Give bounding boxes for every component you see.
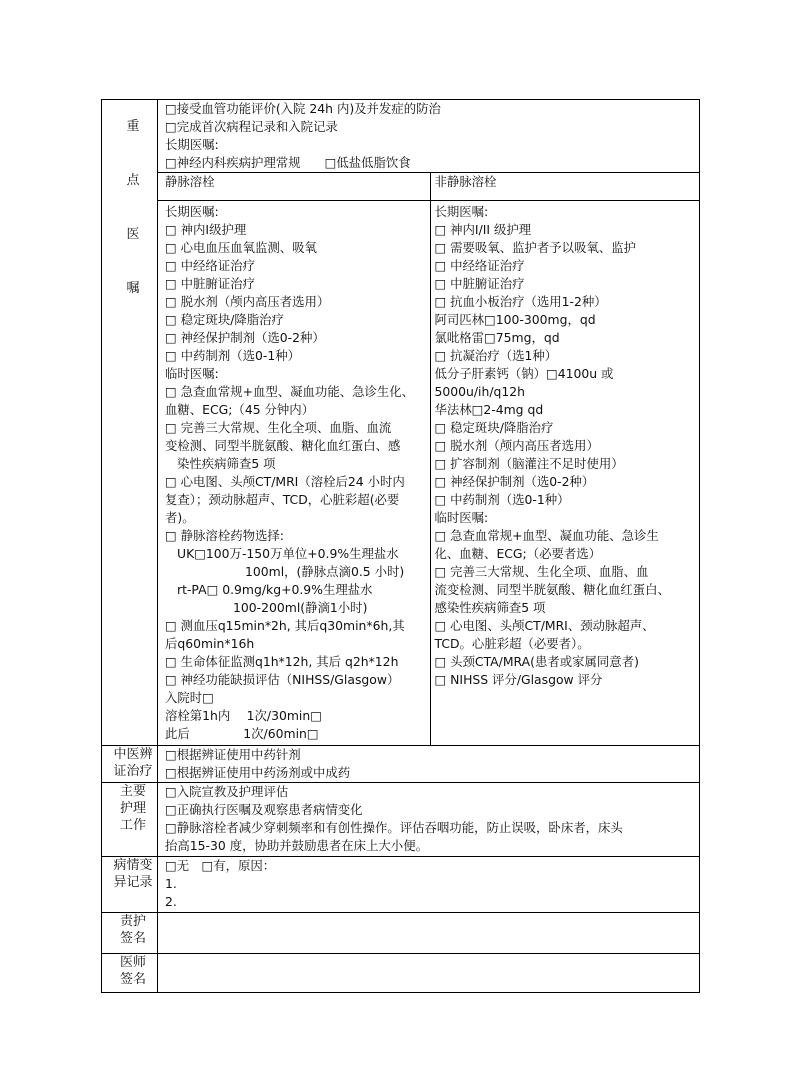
- order-line: 染性疾病筛查5 项: [177, 456, 276, 471]
- order-line: □ 神内I/II 级护理: [434, 222, 532, 237]
- order-line: □ 神经保护制剂（选0-2种）: [434, 474, 595, 489]
- order-line: 100ml，(静脉点滴0.5 小时): [245, 564, 405, 579]
- order-line: 长期医嘱:: [165, 204, 219, 219]
- label-line: 主要: [119, 784, 146, 799]
- order-line: TCD。心脏彩超（必要者）。: [434, 636, 590, 651]
- order-line: □ 神经保护制剂（选0-2种）: [165, 330, 325, 345]
- variation-item: 1.: [165, 876, 177, 891]
- doctor-signature-label: [102, 954, 158, 993]
- variation-row: [102, 857, 700, 913]
- label-line: 护理: [119, 801, 146, 816]
- vascular-eval-item: □接受血管功能评价(入院 24h 内)及并发症的防治: [165, 101, 441, 116]
- order-line: □ 中经络证治疗: [165, 258, 255, 273]
- order-line: □ 中脏腑证治疗: [165, 276, 255, 291]
- order-line: □ 中脏腑证治疗: [434, 276, 525, 291]
- order-line: UK□100万-150万单位+0.9%生理盐水: [177, 546, 399, 561]
- col-header-thrombolysis: 静脉溶栓: [158, 173, 430, 201]
- order-line: □ 稳定斑块/降脂治疗: [165, 312, 284, 327]
- order-line: □ 抗凝治疗（选1种）: [434, 348, 558, 363]
- first-record-item: □完成首次病程记录和入院记录: [165, 119, 338, 134]
- order-line: 复查）；颈动脉超声、TCD，心脏彩超(必要: [165, 492, 400, 507]
- section-label-key-orders: [102, 100, 158, 746]
- tcm-injection-item: □根据辨证使用中药针剂: [165, 747, 301, 762]
- order-line: □ 中药制剂（选0-1种）: [434, 492, 570, 507]
- order-line: 感染性疾病筛查5 项: [434, 600, 546, 615]
- order-line: 华法林□2-4mg qd: [434, 402, 544, 417]
- label-line: 中医辨: [113, 747, 153, 762]
- nurse-signature-field[interactable]: [158, 913, 700, 954]
- order-line: □ 急查血常规+血型、凝血功能、急诊生化、: [165, 384, 415, 399]
- order-line: □ NIHSS 评分/Glasgow 评分: [434, 672, 603, 687]
- order-line: 临时医嘱:: [434, 510, 489, 525]
- order-line: 5000u/ih/q12h: [434, 384, 526, 399]
- clinical-pathway-table: [101, 99, 700, 993]
- diet-nursing-line: [165, 154, 699, 172]
- order-line: 100-200ml(静滴1小时): [233, 600, 368, 615]
- order-line: □ 测血压q15min*2h, 其后q30min*6h,其: [165, 618, 405, 633]
- tcm-decoction-item: □根据辨证使用中药汤剂或中成药: [165, 765, 351, 780]
- column-body-row: [158, 201, 700, 746]
- order-line: 低分子肝素钙（钠）□4100u 或: [434, 366, 614, 381]
- order-line: 后q60min*16h: [165, 636, 255, 651]
- order-line: 流变检测、同型半胱氨酸、糖化血红蛋白、: [434, 582, 670, 597]
- nurse-signature-row: [102, 913, 700, 954]
- nursing-item: □入院宣教及护理评估: [165, 784, 289, 799]
- variation-options: □无 □有，原因：: [165, 858, 276, 873]
- section-label-char: 嘱: [126, 281, 140, 296]
- label-line: 病情变: [113, 858, 153, 873]
- column-header-row: [158, 173, 700, 201]
- key-orders-row: [102, 100, 700, 746]
- variation-item: 2.: [165, 894, 177, 909]
- order-line: □ 脱水剂（颅内高压者选用）: [434, 438, 599, 453]
- order-line: □ 神内Ⅰ级护理: [165, 222, 247, 237]
- order-line: 变检测、同型半胱氨酸、糖化血红蛋白、感: [165, 438, 401, 453]
- low-salt-low-fat-diet-item: □低盐低脂饮食: [324, 155, 411, 170]
- doctor-signature-row: [102, 954, 700, 993]
- nursing-label: [102, 783, 158, 857]
- order-line: □ 静脉溶栓药物选择:: [165, 528, 284, 543]
- order-line: 化、血糖、ECG;（必要者选）: [434, 546, 602, 561]
- label-line: 异记录: [113, 875, 153, 890]
- order-line: 溶栓第1h内 1次/30min□: [165, 708, 322, 723]
- label-line: 工作: [119, 818, 146, 833]
- order-line: □ 完善三大常规、生化全项、血脂、血流: [165, 420, 392, 435]
- order-line: □ 稳定斑块/降脂治疗: [434, 420, 554, 435]
- order-line: □ 完善三大常规、生化全项、血脂、血: [434, 564, 649, 579]
- order-line: □ 神经功能缺损评估（NIHSS/Glasgow）: [165, 672, 400, 687]
- order-line: □ 扩容制剂（脑灌注不足时使用）: [434, 456, 624, 471]
- thrombolysis-columns: [158, 172, 700, 745]
- order-line: □ 头颈CTA/MRA(患者或家属同意者): [434, 654, 639, 669]
- order-line: □ 心电图、头颅CT/MRI、颈动脉超声、: [434, 618, 655, 633]
- order-line: 阿司匹林□100-300mg，qd: [434, 312, 596, 327]
- section-label-char: 医: [126, 227, 140, 242]
- order-line: 此后 1次/60min□: [165, 726, 319, 741]
- section-label-char: 点: [126, 173, 140, 188]
- order-line: 临时医嘱:: [165, 366, 219, 381]
- order-line: 氯吡格雷□75mg，qd: [434, 330, 560, 345]
- doctor-signature-field[interactable]: [158, 954, 700, 993]
- nurse-signature-label: [102, 913, 158, 954]
- tcm-content: [158, 746, 700, 783]
- key-orders-content: [158, 100, 700, 746]
- section-label-char: 重: [126, 119, 140, 134]
- nursing-row: [102, 783, 700, 857]
- nursing-item: 抬高15-30 度，协助并鼓励患者在床上大小便。: [165, 838, 428, 853]
- variation-label: [102, 857, 158, 913]
- neuro-nursing-routine-item: □神经内科疾病护理常规: [165, 155, 301, 170]
- top-orders: [158, 100, 699, 172]
- order-line: 血糖、ECG;（45 分钟内）: [165, 402, 315, 417]
- thrombolysis-orders: [158, 201, 430, 746]
- label-line: 签名: [119, 972, 146, 987]
- label-line: 医师: [119, 955, 146, 970]
- order-line: □ 中经络证治疗: [434, 258, 525, 273]
- order-line: 者)。: [165, 510, 195, 525]
- tcm-row: [102, 746, 700, 783]
- col-header-non-thrombolysis: 非静脉溶栓: [430, 173, 700, 201]
- order-line: □ 中药制剂（选0-1种）: [165, 348, 301, 363]
- variation-content: [158, 857, 700, 913]
- tcm-label: [102, 746, 158, 783]
- order-line: rt-PA□ 0.9mg/kg+0.9%生理盐水: [177, 582, 373, 597]
- nursing-item: □静脉溶栓者减少穿刺频率和有创性操作。评估吞咽功能，防止误吸，卧床者，床头: [165, 820, 623, 835]
- order-line: □ 需要吸氧、监护者予以吸氧、监护: [434, 240, 637, 255]
- label-line: 证治疗: [113, 764, 153, 779]
- order-line: □ 心电图、头颅CT/MRI（溶栓后24 小时内: [165, 474, 405, 489]
- order-line: □ 抗血小板治疗（选用1-2种）: [434, 294, 607, 309]
- nursing-content: [158, 783, 700, 857]
- order-line: □ 心电血压血氧监测、吸氧: [165, 240, 317, 255]
- long-term-orders-heading: 长期医嘱:: [165, 137, 219, 152]
- order-line: □ 脱水剂（颅内高压者选用）: [165, 294, 330, 309]
- nursing-item: □正确执行医嘱及观察患者病情变化: [165, 802, 363, 817]
- order-line: □ 生命体征监测q1h*12h, 其后 q2h*12h: [165, 654, 399, 669]
- label-line: 签名: [119, 931, 146, 946]
- label-line: 责护: [119, 914, 146, 929]
- order-line: 长期医嘱:: [434, 204, 489, 219]
- order-line: □ 急查血常规+血型、凝血功能、急诊生: [434, 528, 659, 543]
- non-thrombolysis-orders: [430, 201, 700, 746]
- order-line: 入院时□: [165, 690, 214, 705]
